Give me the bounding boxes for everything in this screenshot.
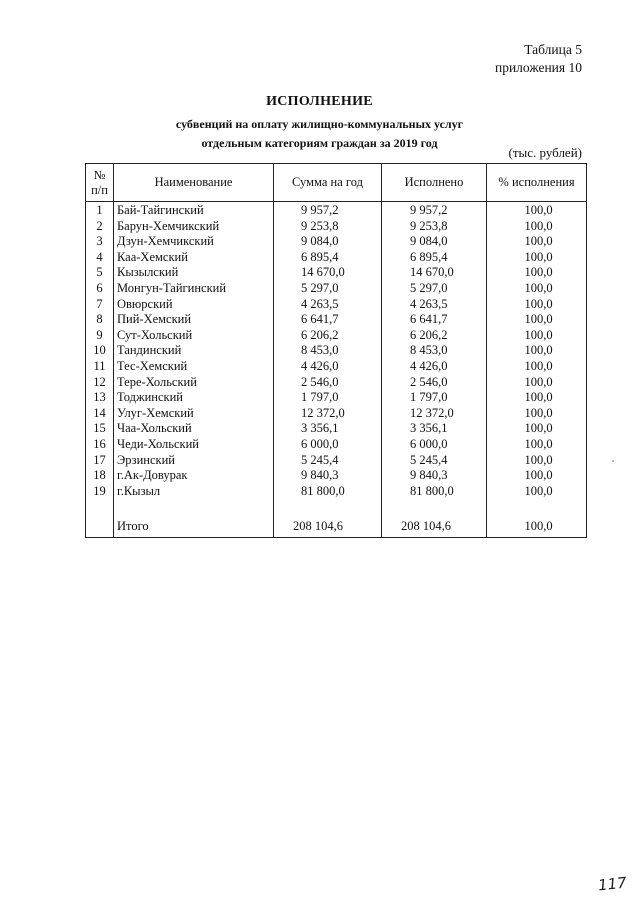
cell-num: 6 — [86, 281, 114, 297]
table-reference — [495, 41, 582, 77]
table-body — [86, 202, 587, 538]
cell-num: 10 — [86, 343, 114, 359]
cell-percent: 100,0 — [487, 250, 587, 266]
cell-percent: 100,0 — [487, 421, 587, 437]
cell-name: Монгун-Тайгинский — [114, 281, 274, 297]
cell-percent: 100,0 — [487, 390, 587, 406]
cell-name: Чаа-Хольский — [114, 421, 274, 437]
cell-executed: 6 206,2 — [382, 328, 487, 344]
cell-name: Тере-Хольский — [114, 375, 274, 391]
cell-executed: 5 297,0 — [382, 281, 487, 297]
cell-num: 2 — [86, 219, 114, 235]
cell-name: г.Кызыл — [114, 484, 274, 500]
table-row — [86, 312, 587, 328]
table-row — [86, 343, 587, 359]
column-header-sum: Сумма на год — [274, 164, 382, 202]
cell-executed: 6 641,7 — [382, 312, 487, 328]
table-row — [86, 453, 587, 469]
cell-executed: 6 000,0 — [382, 437, 487, 453]
total-executed: 208 104,6 — [382, 515, 487, 538]
table-row — [86, 468, 587, 484]
table-row — [86, 281, 587, 297]
cell-num: 1 — [86, 202, 114, 219]
table-row — [86, 406, 587, 422]
table-row — [86, 202, 587, 219]
cell-percent: 100,0 — [487, 359, 587, 375]
table-row — [86, 421, 587, 437]
cell-num: 3 — [86, 234, 114, 250]
cell-num: 15 — [86, 421, 114, 437]
document-subtitle-line-1: субвенций на оплату жилищно-коммунальных услуг — [175, 117, 464, 131]
cell-percent: 100,0 — [487, 202, 587, 219]
cell-executed: 14 670,0 — [382, 265, 487, 281]
cell-sum: 6 206,2 — [274, 328, 382, 344]
table-row — [86, 375, 587, 391]
cell-executed: 8 453,0 — [382, 343, 487, 359]
cell-sum: 2 546,0 — [274, 375, 382, 391]
cell-num: 16 — [86, 437, 114, 453]
cell-name: Эрзинский — [114, 453, 274, 469]
table-row — [86, 390, 587, 406]
spacer-cell — [487, 499, 587, 515]
cell-sum: 9 840,3 — [274, 468, 382, 484]
cell-sum: 3 356,1 — [274, 421, 382, 437]
cell-name: Чеди-Хольский — [114, 437, 274, 453]
cell-num: 4 — [86, 250, 114, 266]
total-percent: 100,0 — [487, 515, 587, 538]
table-row — [86, 484, 587, 500]
cell-executed: 4 263,5 — [382, 297, 487, 313]
column-header-percent: % исполнения — [487, 164, 587, 202]
cell-executed: 6 895,4 — [382, 250, 487, 266]
column-header-name: Наименование — [114, 164, 274, 202]
cell-percent: 100,0 — [487, 265, 587, 281]
cell-sum: 9 084,0 — [274, 234, 382, 250]
table-row — [86, 359, 587, 375]
units-label: (тыс. рублей) — [508, 145, 582, 160]
table-row — [86, 265, 587, 281]
spacer-cell — [274, 499, 382, 515]
cell-sum: 6 895,4 — [274, 250, 382, 266]
cell-sum: 4 263,5 — [274, 297, 382, 313]
cell-sum: 81 800,0 — [274, 484, 382, 500]
cell-name: Тес-Хемский — [114, 359, 274, 375]
cell-num: 11 — [86, 359, 114, 375]
cell-num: 7 — [86, 297, 114, 313]
table-header-row — [86, 164, 587, 202]
cell-name: Барун-Хемчикский — [114, 219, 274, 235]
document-subtitle-line-2: отдельным категориям граждан за 2019 год — [201, 136, 438, 150]
cell-name: Пий-Хемский — [114, 312, 274, 328]
cell-sum: 14 670,0 — [274, 265, 382, 281]
cell-executed: 1 797,0 — [382, 390, 487, 406]
spacer-row — [86, 499, 587, 515]
cell-num: 14 — [86, 406, 114, 422]
cell-name: Дзун-Хемчикский — [114, 234, 274, 250]
cell-percent: 100,0 — [487, 312, 587, 328]
cell-executed: 3 356,1 — [382, 421, 487, 437]
table-row — [86, 234, 587, 250]
cell-name: Кызылский — [114, 265, 274, 281]
cell-num: 5 — [86, 265, 114, 281]
cell-percent: 100,0 — [487, 281, 587, 297]
total-cell-num — [86, 515, 114, 538]
cell-sum: 8 453,0 — [274, 343, 382, 359]
cell-percent: 100,0 — [487, 453, 587, 469]
spacer-cell — [114, 499, 274, 515]
cell-executed: 9 957,2 — [382, 202, 487, 219]
cell-name: Тандинский — [114, 343, 274, 359]
table-number: Таблица 5 — [524, 42, 582, 57]
cell-executed: 2 546,0 — [382, 375, 487, 391]
table-row — [86, 297, 587, 313]
appendix-number: приложения 10 — [494, 60, 582, 75]
document-title: ИСПОЛНЕНИЕ — [266, 94, 373, 109]
cell-sum: 9 253,8 — [274, 219, 382, 235]
column-header-executed: Исполнено — [382, 164, 487, 202]
spacer-cell — [86, 499, 114, 515]
cell-num: 9 — [86, 328, 114, 344]
cell-num: 8 — [86, 312, 114, 328]
cell-name: г.Ак-Довурак — [114, 468, 274, 484]
cell-sum: 5 245,4 — [274, 453, 382, 469]
cell-percent: 100,0 — [487, 234, 587, 250]
cell-percent: 100,0 — [487, 484, 587, 500]
total-row — [86, 515, 587, 538]
cell-num: 12 — [86, 375, 114, 391]
column-header-num: № п/п — [86, 164, 114, 202]
cell-executed: 4 426,0 — [382, 359, 487, 375]
cell-percent: 100,0 — [487, 375, 587, 391]
total-sum: 208 104,6 — [274, 515, 382, 538]
cell-name: Бай-Тайгинский — [114, 202, 274, 219]
table-row — [86, 250, 587, 266]
table-row — [86, 219, 587, 235]
cell-percent: 100,0 — [487, 406, 587, 422]
cell-executed: 12 372,0 — [382, 406, 487, 422]
cell-name: Овюрский — [114, 297, 274, 313]
cell-sum: 6 000,0 — [274, 437, 382, 453]
cell-sum: 6 641,7 — [274, 312, 382, 328]
cell-name: Улуг-Хемский — [114, 406, 274, 422]
cell-executed: 81 800,0 — [382, 484, 487, 500]
cell-executed: 5 245,4 — [382, 453, 487, 469]
cell-sum: 12 372,0 — [274, 406, 382, 422]
scan-speck — [612, 460, 614, 462]
cell-num: 13 — [86, 390, 114, 406]
cell-name: Тоджинский — [114, 390, 274, 406]
cell-percent: 100,0 — [487, 328, 587, 344]
cell-executed: 9 840,3 — [382, 468, 487, 484]
table-row — [86, 328, 587, 344]
spacer-cell — [382, 499, 487, 515]
cell-percent: 100,0 — [487, 219, 587, 235]
cell-sum: 1 797,0 — [274, 390, 382, 406]
execution-table — [85, 163, 587, 538]
cell-sum: 5 297,0 — [274, 281, 382, 297]
cell-sum: 9 957,2 — [274, 202, 382, 219]
cell-num: 17 — [86, 453, 114, 469]
cell-percent: 100,0 — [487, 343, 587, 359]
cell-executed: 9 253,8 — [382, 219, 487, 235]
cell-num: 18 — [86, 468, 114, 484]
cell-executed: 9 084,0 — [382, 234, 487, 250]
cell-num: 19 — [86, 484, 114, 500]
cell-name: Сут-Хольский — [114, 328, 274, 344]
cell-percent: 100,0 — [487, 468, 587, 484]
page-number-handwritten: 117 — [597, 873, 628, 895]
cell-percent: 100,0 — [487, 297, 587, 313]
table-row — [86, 437, 587, 453]
cell-name: Каа-Хемский — [114, 250, 274, 266]
cell-percent: 100,0 — [487, 437, 587, 453]
total-label: Итого — [114, 515, 274, 538]
cell-sum: 4 426,0 — [274, 359, 382, 375]
